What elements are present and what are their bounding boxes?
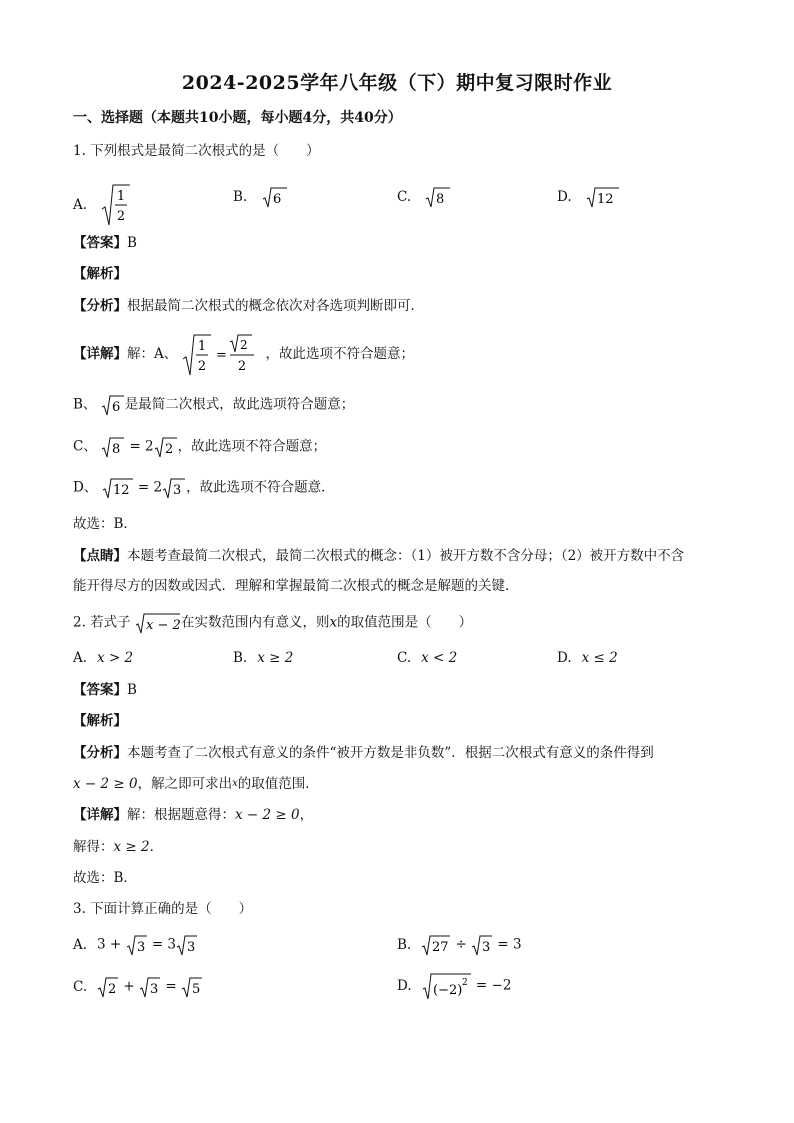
q2-option-d: D. x ≤ 2 [557,650,618,666]
section-heading: 一、选择题（本题共10小题，每小题4分，共40分） [73,110,402,126]
svg-text:3: 3 [136,940,145,955]
svg-text:8: 8 [436,192,445,207]
q2-analysis-tag: 【解析】 [73,713,127,729]
fraction-denominator: 2 [117,209,126,224]
q1-option-c: C. 8 [397,186,451,208]
svg-text:2: 2 [461,978,468,988]
svg-text:2: 2 [237,358,246,374]
svg-text:x − 2: x − 2 [145,618,181,633]
q1-dianjing-1: 【点睛】本题考查最简二次根式，最简二次根式的概念：（1）被开方数不含分母；（2）被开方数中不含 [73,548,685,564]
q1-analysis-tag: 【解析】 [73,266,127,282]
question-1-stem: 1. 下列根式是最简二次根式的是（ ） [73,143,320,159]
sqrt-fraction [101,183,131,227]
question-3-stem: 3. 下面计算正确的是（ ） [73,901,253,917]
q1-choose: 故选：B． [73,516,137,532]
svg-text:2: 2 [197,358,206,374]
q2-jiede: 解得：x ≥ 2． [73,839,164,855]
question-2-stem: 2. 若式子 x − 2 在实数范围内有意义，则x的取值范围是（ ） [73,614,473,633]
fraction-numerator: 1 [117,189,126,204]
q3-option-c: C. 2 + 3 = 5 [73,978,201,997]
page-title: 2024-2025学年八年级（下）期中复习限时作业 [181,72,613,94]
svg-text:2: 2 [164,442,173,457]
q1-detail-a: 【详解】解：A、 1 2 = 2 2 ，故此选项不符合题意； [73,332,414,376]
q2-fenxi-2: x − 2 ≥ 0，解之即可求出$^x$的取值范围． [73,776,319,792]
svg-text:27: 27 [432,940,449,955]
svg-text:1: 1 [197,338,206,354]
svg-text:3: 3 [150,982,159,997]
svg-text:6: 6 [272,192,281,207]
svg-text:8: 8 [112,442,121,457]
q1-option-b: B. 6 [233,186,288,208]
svg-text:12: 12 [112,483,130,498]
svg-text:2: 2 [239,337,248,352]
q1-fenxi: 【分析】根据最简二次根式的概念依次对各选项判断即可． [73,298,424,314]
q1-dianjing-2: 能开得尽方的因数或因式．理解和掌握最简二次根式的概念是解题的关键． [73,578,519,594]
q2-option-a: A. x > 2 [73,650,134,666]
q2-option-b: B. x ≥ 2 [233,650,294,666]
svg-text:=: = [215,347,227,363]
q2-xiangjie: 【详解】解：根据题意得：x − 2 ≥ 0， [73,807,314,823]
svg-text:3: 3 [187,940,196,955]
svg-text:2: 2 [108,982,117,997]
svg-text:3: 3 [173,483,182,498]
q1-detail-b: B、 6 是最简二次根式，故此选项符合题意； [73,396,355,415]
svg-text:6: 6 [111,400,120,415]
svg-text:(−2): (−2) [432,983,462,998]
q1-detail-d: D、 12 = 2 3 ，故此选项不符合题意． [73,479,335,498]
q2-answer: 【答案】B [73,682,137,698]
q2-choose: 故选：B． [73,870,137,886]
q1-option-a: A. 1 2 [73,183,131,227]
q1-detail-c: C、 8 = 2 2 ，故此选项不符合题意； [73,438,327,457]
q3-option-d: D. (−2) 2 = −2 [397,972,511,1000]
q1-answer: 【答案】B [73,235,137,251]
svg-text:3: 3 [482,940,491,955]
svg-text:12: 12 [596,192,614,207]
svg-text:5: 5 [191,982,201,997]
q2-option-c: C. x < 2 [397,650,458,666]
q3-option-b: B. 27 ÷ 3 = 3 [397,936,522,955]
q1-option-d: D. 12 [557,186,620,208]
q2-fenxi: 【分析】本题考查了二次根式有意义的条件“被开方数是非负数”．根据二次根式有意义的条件得到 [73,745,654,761]
q3-option-a: A. 3 + 3 = 3 3 [73,936,196,955]
